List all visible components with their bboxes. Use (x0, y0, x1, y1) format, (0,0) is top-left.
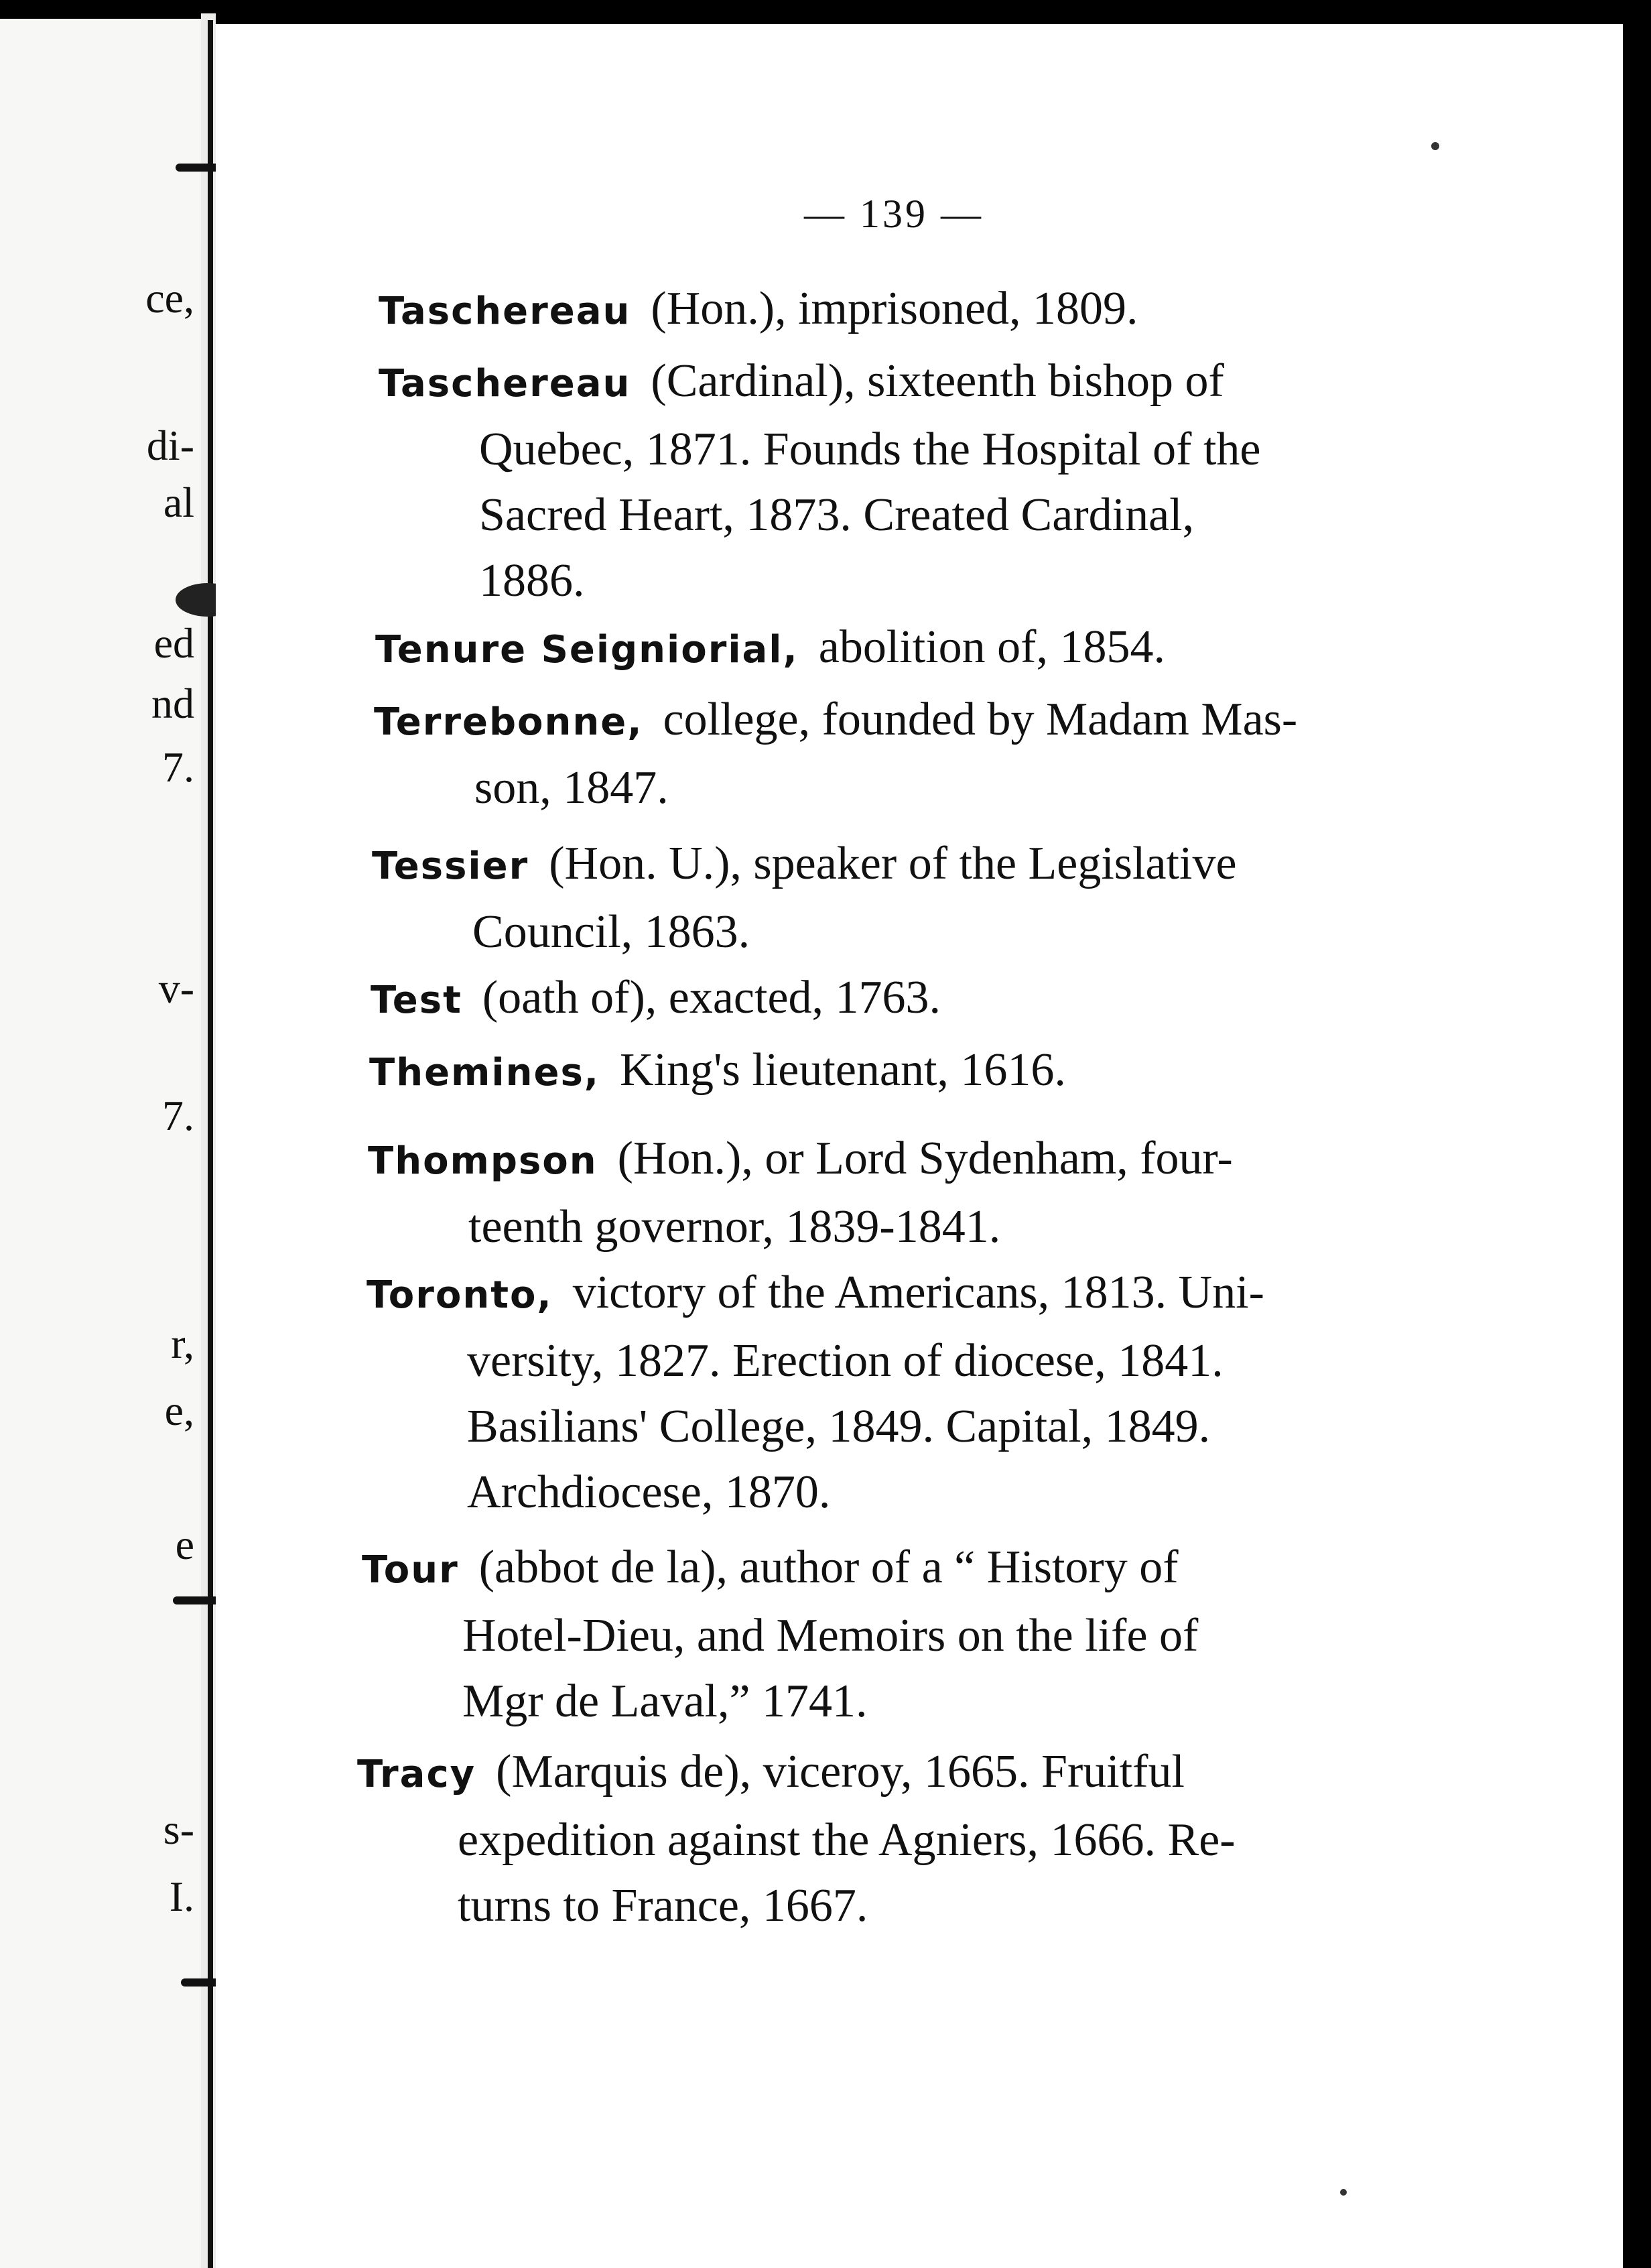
index-entry (375, 615, 1447, 683)
entry-heading: Tour (362, 1548, 459, 1592)
left-page (0, 19, 201, 2268)
entry-text: (Hon. U.), speaker of the Legislative (549, 838, 1237, 889)
entry-line: Sacred Heart, 1873. Created Cardinal, (479, 489, 1195, 541)
binding-thread (208, 20, 213, 2268)
entry-text: (Marquis de), viceroy, 1665. Fruitful (496, 1746, 1185, 1798)
entry-heading: Taschereau (379, 362, 631, 405)
entry-line: Archdiocese, 1870. (467, 1466, 831, 1518)
entry-text: abolition of, 1854. (818, 621, 1165, 673)
left-page-fragment: 7. (162, 743, 194, 791)
entry-line: expedition against the Agniers, 1666. Re- (458, 1814, 1236, 1866)
left-page-fragment: ce, (145, 274, 194, 322)
left-page-fragment: al (163, 479, 194, 526)
index-entry (371, 965, 1443, 1033)
index-entry (379, 349, 1451, 614)
entry-line: 1886. (479, 555, 585, 607)
entry-line (375, 615, 1447, 683)
entry-text: (oath of), exacted, 1763. (482, 972, 941, 1023)
entry-line (379, 349, 1451, 417)
entry-line (369, 1037, 1441, 1106)
left-page-fragment: v- (158, 964, 194, 1012)
index-entry (368, 1126, 1440, 1260)
index-entry (362, 1535, 1434, 1735)
entry-heading: Toronto, (367, 1273, 553, 1317)
left-page-fragment: ed (153, 619, 194, 667)
left-page-fragment: I. (169, 1873, 194, 1920)
entry-heading: Test (371, 979, 462, 1022)
index-entry (374, 687, 1446, 821)
entry-line (362, 1535, 1434, 1603)
left-page-fragment: r, (171, 1320, 194, 1367)
entry-line: Hotel-Dieu, and Memoirs on the life of (462, 1610, 1199, 1661)
entry-heading: Tessier (372, 844, 529, 888)
binding-stitch (173, 1596, 220, 1604)
left-page-fragment: e, (164, 1387, 194, 1434)
entry-line: Council, 1863. (472, 906, 750, 958)
paper-speck (1340, 2189, 1347, 2196)
entry-line (371, 965, 1443, 1033)
entry-line: Mgr de Laval,” 1741. (462, 1676, 868, 1727)
entry-text: (abbot de la), author of a “ History of (478, 1541, 1179, 1593)
entry-heading: Thompson (368, 1139, 598, 1183)
index-entry (367, 1260, 1439, 1525)
index-entry (369, 1037, 1441, 1106)
entry-line: Basilians' College, 1849. Capital, 1849. (467, 1401, 1211, 1452)
scan-border (1623, 0, 1651, 2268)
entry-text: King's lieutenant, 1616. (620, 1044, 1066, 1096)
entry-text: college, founded by Madam Mas- (663, 694, 1298, 745)
entry-line: turns to France, 1667. (458, 1880, 868, 1932)
entry-heading: Terrebonne, (374, 700, 643, 744)
index-entry (379, 276, 1451, 344)
entry-line (357, 1739, 1429, 1808)
index-entry (372, 831, 1444, 965)
entry-line: Quebec, 1871. Founds the Hospital of the (479, 424, 1261, 475)
entry-line (379, 276, 1451, 344)
paper-speck (1431, 142, 1439, 150)
entry-heading: Tenure Seigniorial, (375, 628, 799, 672)
entry-line (367, 1260, 1439, 1328)
page-number: — 139 — (804, 192, 984, 236)
entry-text: (Hon.), or Lord Sydenham, four- (617, 1133, 1233, 1184)
left-page-fragment: e (175, 1521, 194, 1568)
entry-line (374, 687, 1446, 755)
entry-line (368, 1126, 1440, 1194)
entry-line: teenth governor, 1839-1841. (468, 1201, 1001, 1253)
entry-text: (Hon.), imprisoned, 1809. (651, 283, 1138, 334)
left-page-fragment: s- (163, 1806, 194, 1853)
left-page-fragment: di- (146, 422, 194, 469)
left-page-fragment: 7. (162, 1092, 194, 1139)
entry-heading: Themines, (369, 1051, 600, 1094)
entry-text: victory of the Americans, 1813. Uni- (572, 1267, 1264, 1318)
entry-line: son, 1847. (474, 762, 669, 814)
entry-line: versity, 1827. Erection of diocese, 1841. (467, 1335, 1224, 1387)
entry-text: (Cardinal), sixteenth bishop of (651, 355, 1224, 407)
entry-line (372, 831, 1444, 899)
entry-heading: Taschereau (379, 290, 631, 333)
left-page-fragment: nd (151, 680, 194, 727)
index-entry (357, 1739, 1429, 1939)
entry-heading: Tracy (357, 1753, 476, 1796)
